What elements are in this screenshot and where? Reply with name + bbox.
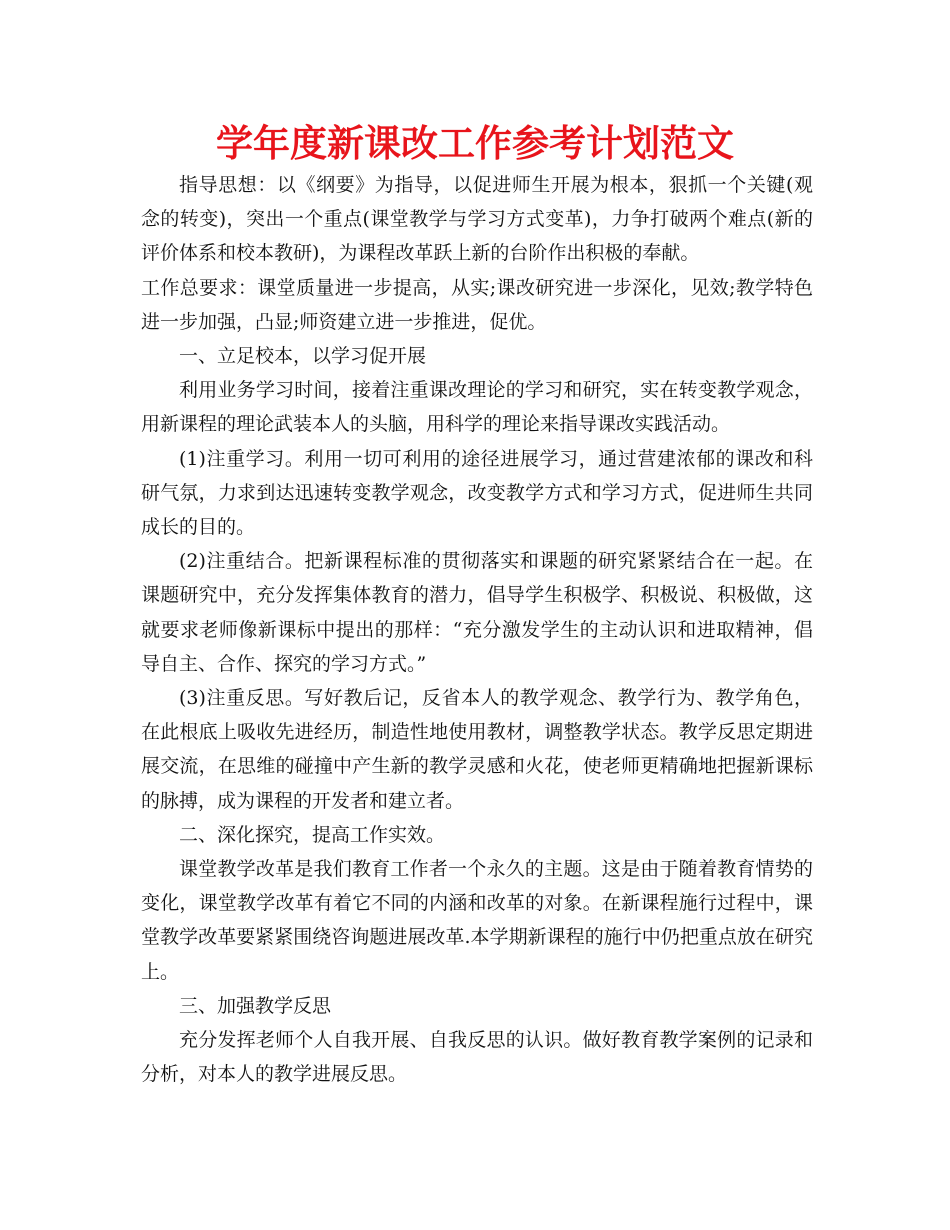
paragraph-general-requirements: 工作总要求：课堂质量进一步提高，从实;课改研究进一步深化，见效;教学特色进一步加强，凸显;师资建立进一步推进，促优。: [141, 276, 813, 333]
section-heading-2: 二、深化探究，提高工作实效。: [179, 823, 446, 846]
paragraph-section-3: 充分发挥老师个人自我开展、自我反思的认识。做好教育教学案例的记录和分析，对本人的教学进展反思。: [141, 1029, 813, 1086]
section-heading-1: 一、立足校本，以学习促开展: [179, 345, 427, 368]
paragraph-section-1-intro: 利用业务学习时间，接着注重课改理论的学习和研究，实在转变教学观念，用新课程的理论武装本人的头脑，用科学的理论来指导课改实践活动。: [141, 379, 813, 436]
paragraph-item-3: (3)注重反思。写好教后记，反省本人的教学观念、教学行为、教学角色，在此根底上吸收先进经历，制造性地使用教材，调整教学状态。教学反思定期进展交流，在思维的碰撞中产生新的教学灵感和火花，使老师更精确地把握新课标的脉搏，成为课程的开发者和建立者。: [141, 687, 813, 812]
section-heading-3: 三、加强教学反思: [179, 994, 332, 1017]
paragraph-item-1: (1)注重学习。利用一切可利用的途径进展学习，通过营建浓郁的课改和科研气氛，力求到达迅速转变教学观念，改变教学方式和学习方式，促进师生共同成长的目的。: [141, 447, 813, 539]
document-body: [141, 168, 813, 1091]
paragraph-item-2: (2)注重结合。把新课程标准的贯彻落实和课题的研究紧紧结合在一起。在课题研究中，充分发挥集体教育的潜力，倡导学生积极学、积极说、积极做，这就要求老师像新课标中提出的那样：“充分激发学生的主动认识和进取精神，倡导自主、合作、探究的学习方式。”: [141, 550, 813, 675]
paragraph-section-2: 课堂教学改革是我们教育工作者一个永久的主题。这是由于随着教育情势的变化，课堂教学改革有着它不同的内涵和改革的对象。在新课程施行过程中，课堂教学改革要紧紧围绕咨询题进展改革.本学期新课程的施行中仍把重点放在研究上。: [141, 858, 813, 983]
document-title: 学年度新课改工作参考计划范文: [216, 121, 734, 165]
paragraph-guiding-ideology: 指导思想：以《纲要》为指导，以促进师生开展为根本，狠抓一个关键(观念的转变)，突出一个重点(课堂教学与学习方式变革)，力争打破两个难点(新的评价体系和校本教研)，为课程改革跃上新的台阶作出积极的奉献。: [141, 174, 813, 265]
